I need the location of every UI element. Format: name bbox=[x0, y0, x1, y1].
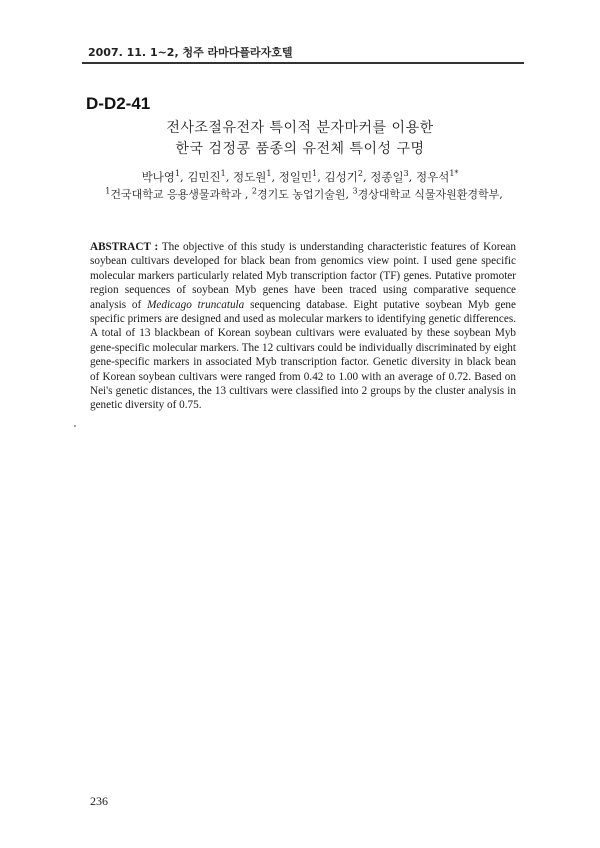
paper-title bbox=[90, 118, 510, 160]
scan-speck bbox=[74, 425, 76, 427]
abstract-italic-species: Medicago truncatula bbox=[147, 298, 245, 311]
running-header: 2007. 11. 1~2, 청주 라마다플라자호텔 bbox=[88, 46, 293, 59]
page-number: 236 bbox=[90, 794, 108, 808]
affiliation: $^1$건국대학교 응용생물과학과 bbox=[105, 186, 242, 201]
abstract-text-1: The objective of this study is understanding characteristic features of Korean soybean cultivars developed for black bean from genomics view point. I used gene specific molecular markers particularly related Myb transcription factor (TF) genes. Putative promoter region sequences of soybean Myb genes have been traced using comparative sequence analysis of bbox=[90, 241, 516, 311]
abstract-label: ABSTRACT : bbox=[90, 241, 159, 253]
author: 김성기$^2$ bbox=[324, 169, 363, 184]
abstract-text-2: sequencing database. Eight putative soybean Myb gene specific primers are designed and used as molecular markers to identifying genetic differences. A total of 13 blackbean of Korean soybean cultivars were evaluated by these soybean Myb gene-specific molecular markers. The 12 cultivars could be individually discriminated by eight gene-specific markers in associated Myb transcription factor. Genetic diversity in black bean of Korean soybean cultivars were ranged from 0.42 to 1.00 with an average of 0.72. Based on Nei's genetic distances, the 13 cultivars were classified into 2 groups by the cluster analysis in genetic diversity of 0.75. bbox=[90, 298, 516, 412]
affiliation: $^2$경기도 농업기술원 bbox=[251, 186, 346, 201]
affiliation-list: $^1$건국대학교 응용생물과학과 , $^2$경기도 농업기술원, $^3$경상대학교 식물자원환경학부, bbox=[105, 186, 503, 201]
header-divider bbox=[82, 62, 524, 64]
author: 박나영$^1$ bbox=[141, 169, 180, 184]
title-line-1: 전사조절유전자 특이적 분자마커를 이용한 bbox=[166, 120, 434, 136]
abstract-code: D-D2-41 bbox=[86, 94, 151, 113]
author: 정일민$^1$ bbox=[278, 169, 318, 184]
author: 정도원$^1$ bbox=[233, 169, 272, 184]
author-list: 박나영$^1$, 김민진$^1$, 정도원$^1$, 정일민$^1$, 김성기$^2$, 정종일$^3$, 정우석$^{1*}$ bbox=[141, 169, 459, 184]
author: 정우석$^{1*}$ bbox=[415, 169, 459, 184]
title-line-2: 한국 검정콩 품종의 유전체 특이성 구명 bbox=[175, 141, 425, 157]
author: 정종일$^3$ bbox=[370, 169, 409, 184]
affiliation: $^3$경상대학교 식물자원환경학부 bbox=[352, 186, 500, 201]
author: 김민진$^1$ bbox=[187, 169, 226, 184]
abstract-body bbox=[90, 240, 516, 413]
